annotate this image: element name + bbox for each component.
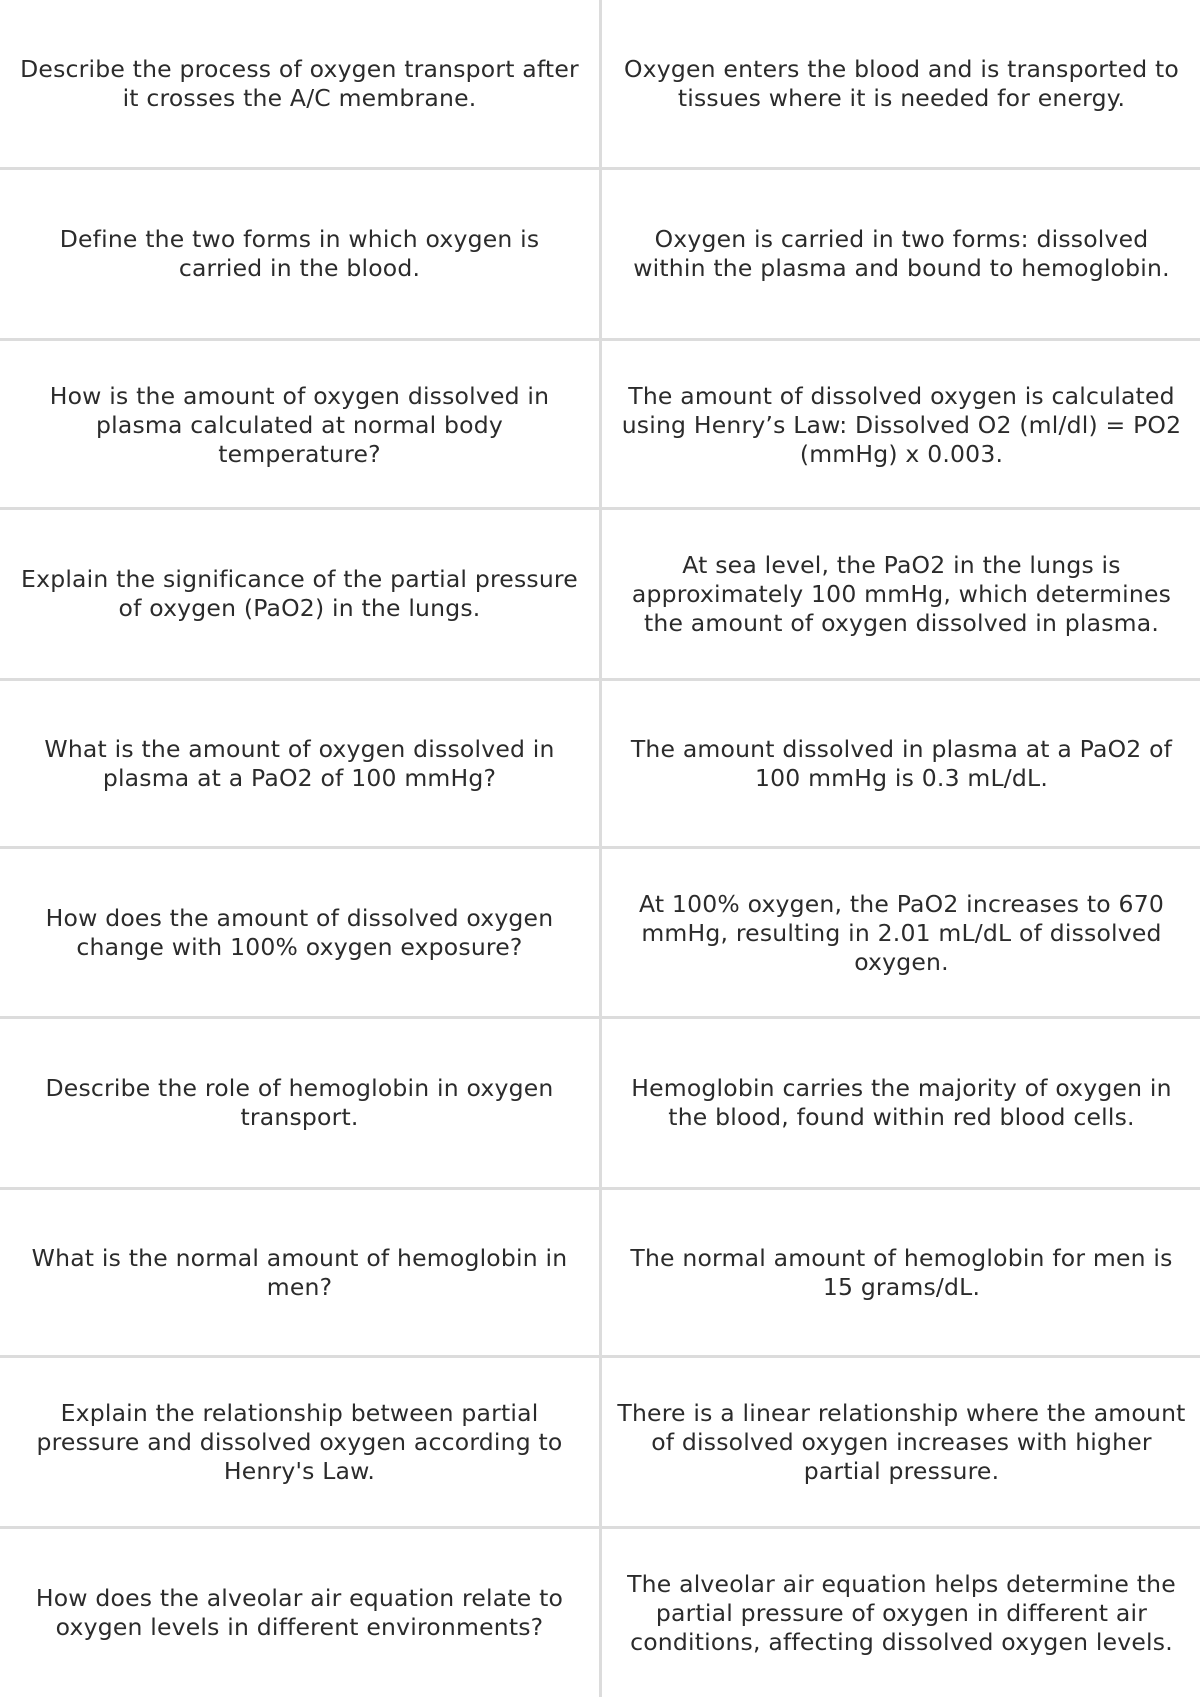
card-answer: The amount dissolved in plasma at a PaO2 of 100 mmHg is 0.3 mL/dL. xyxy=(630,735,1173,792)
card-row-3 xyxy=(0,341,1200,509)
card-answer: At 100% oxygen, the PaO2 increases to 670 mmHg, resulting in 2.01 mL/dL of dissolved oxygen. xyxy=(638,889,1165,976)
card-answer: There is a linear relationship where the amount of dissolved oxygen increases with higher partial pressure. xyxy=(617,1398,1186,1485)
card-row-2 xyxy=(0,170,1200,338)
card-question: What is the normal amount of hemoglobin in men? xyxy=(31,1243,568,1301)
card-row-10 xyxy=(0,1529,1200,1697)
card-question: Explain the relationship between partial pressure and dissolved oxygen according to Henry's Law. xyxy=(36,1398,563,1485)
card-row-9 xyxy=(0,1358,1200,1526)
card-answer: The amount of dissolved oxygen is calculated using Henry’s Law: Dissolved O2 (ml/dl) = PO2 (mmHg) x 0.003. xyxy=(621,381,1182,468)
card-question: Define the two forms in which oxygen is carried in the blood. xyxy=(59,225,540,282)
card-answer: The alveolar air equation helps determine the partial pressure of oxygen in different air conditions, affecting dissolved oxygen levels. xyxy=(627,1569,1176,1656)
card-question: How is the amount of oxygen dissolved in plasma calculated at normal body temperature? xyxy=(49,381,550,468)
card-question: How does the amount of dissolved oxygen change with 100% oxygen exposure? xyxy=(45,904,554,961)
card-row-5 xyxy=(0,681,1200,847)
card-row-1 xyxy=(0,0,1200,168)
card-row-8 xyxy=(0,1190,1200,1355)
card-answer: At sea level, the PaO2 in the lungs is approximately 100 mmHg, which determines the amount of oxygen dissolved in plasma. xyxy=(631,550,1172,637)
card-question: What is the amount of oxygen dissolved in plasma at a PaO2 of 100 mmHg? xyxy=(44,735,555,792)
card-answer: Oxygen enters the blood and is transported to tissues where it is needed for energy. xyxy=(623,55,1180,112)
card-row-4 xyxy=(0,510,1200,678)
card-answer: The normal amount of hemoglobin for men is 15 grams/dL. xyxy=(630,1243,1173,1301)
card-answer: Oxygen is carried in two forms: dissolved within the plasma and bound to hemoglobin. xyxy=(633,225,1170,282)
card-question: Describe the process of oxygen transport after it crosses the A/C membrane. xyxy=(20,55,579,112)
card-answer: Hemoglobin carries the majority of oxygen in the blood, found within red blood cells. xyxy=(631,1074,1172,1131)
card-question: Explain the significance of the partial pressure of oxygen (PaO2) in the lungs. xyxy=(21,565,578,622)
card-row-6 xyxy=(0,849,1200,1017)
card-question: Describe the role of hemoglobin in oxygen transport. xyxy=(45,1074,554,1131)
card-row-7 xyxy=(0,1019,1200,1187)
card-question: How does the alveolar air equation relate to oxygen levels in different environments? xyxy=(35,1584,564,1641)
